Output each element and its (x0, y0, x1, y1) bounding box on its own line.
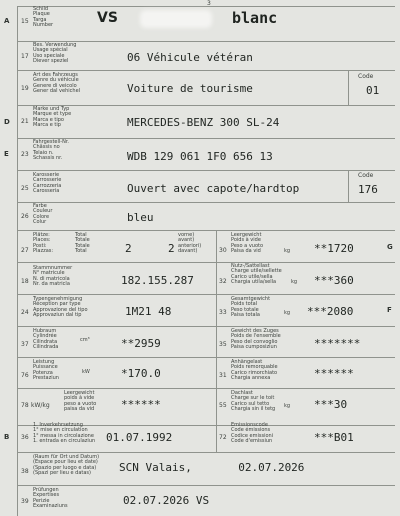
colour-value: bleu (127, 211, 154, 224)
empty-weight-label: Leergewicht Poids à vide Peso a vuoto Paisa da vid (231, 232, 264, 255)
seats-front-value: 2 (168, 242, 175, 255)
column-divider (216, 425, 217, 452)
rule (17, 6, 395, 7)
code-label: Code (358, 172, 374, 179)
unit: kW (82, 369, 90, 375)
marker-b: B (4, 433, 10, 441)
rule (17, 326, 395, 327)
power-weight-unit: kW/kg (31, 402, 50, 409)
power-label: Leistung Puissance Potenza Prestaziun (33, 359, 59, 382)
left-border (17, 6, 18, 516)
roof-load-label: Dachlast Charge sur le toit Carico sul tetto Chargia sin il tetg (231, 390, 276, 413)
power-weight-label: Leergewicht poids à vide peso a vuoto paisa da vid (64, 390, 97, 413)
power-weight-value: ****** (121, 398, 161, 411)
marker-a: A (4, 17, 10, 25)
type-approval-label: Typengenehmigung Réception par type Approvazione del tipo Approvaziun dal tip (33, 296, 88, 319)
rule (17, 388, 395, 389)
marker-g: G (387, 243, 393, 251)
field-num: 37 (21, 341, 29, 348)
displacement-label: Hubraum Cylindrée Cilindrata Cilindrada (33, 328, 59, 351)
inspection-label: Prüfungen Expertises Perizie Examinaziuns (33, 487, 68, 510)
unit: kg (284, 403, 291, 409)
power-value: *170.0 (121, 367, 161, 380)
rule (17, 138, 395, 139)
field-num: 78 (21, 402, 29, 409)
field-num: 35 (219, 341, 227, 348)
body-label: Karosserie Carrosserie Carrozzeria Carosseria (33, 172, 62, 195)
field-num: 21 (21, 118, 29, 125)
total-weight-value: ***2080 (307, 305, 354, 318)
total-weight-label: Gesamtgewicht Poids total Peso totale Paisa totala (231, 296, 271, 319)
field-num: 25 (21, 185, 29, 192)
emission-value: ***B01 (314, 431, 354, 444)
type-approval-value: 1M21 48 (125, 305, 172, 318)
field-num: 72 (219, 434, 227, 441)
rule (17, 452, 395, 453)
field-num: 36 (21, 434, 29, 441)
body-code: 176 (358, 183, 378, 196)
field-num: 19 (21, 85, 29, 92)
field-num: 33 (219, 309, 227, 316)
inspection-value: 02.07.2026 VS (123, 494, 210, 507)
chassis-value: WDB 129 061 1F0 656 13 (127, 150, 273, 163)
rule (17, 202, 395, 203)
rule (17, 357, 395, 358)
usage-value: 06 Véhicule vétéran (127, 51, 253, 64)
payload-label: Nutz-/Sattellast Charge utile/sellette Carico utile/sella Chargia utila/sella (231, 263, 282, 286)
train-weight-label: Gewicht des Zuges Poids de l'ensemble Peso del convoglio Paisa cumposiziun (231, 328, 281, 351)
colour-label: Farbe Couleur Colore Colur (33, 203, 53, 226)
rule (17, 262, 395, 263)
unit: kg (284, 310, 291, 316)
rule (348, 70, 349, 105)
emission-label: Emissionscode Code émissions Codice emissioni Code d'emissiun (231, 422, 274, 445)
rule (17, 105, 395, 106)
field-num: 31 (219, 372, 227, 379)
place-date-value: SCN Valais, 02.07.2026 (119, 461, 305, 474)
redacted-plate (140, 10, 212, 28)
towing-value: ****** (314, 367, 354, 380)
plate-label: Schild Plaque Targa Number (33, 6, 54, 29)
chassis-label: Fahrgestell-Nr. Châssis no Telaio n. Schassis nr. (33, 139, 70, 162)
field-num: 17 (21, 53, 29, 60)
plate-canton: VS (97, 10, 118, 26)
body-value: Ouvert avec capote/hardtop (127, 182, 300, 195)
code-label: Code (358, 73, 374, 80)
make-value: MERCEDES-BENZ 300 SL-24 (127, 116, 280, 129)
seats-front-label: vorne) avant) anteriori) davant) (178, 232, 202, 255)
colour-header: blanc (232, 9, 278, 27)
rule (17, 294, 395, 295)
vehicle-type-value: Voiture de tourisme (127, 82, 253, 95)
first-registration-value: 01.07.1992 (106, 431, 173, 444)
towing-label: Anhängelast Poids remorquable Carico rimorchiato Chargia annexa (231, 359, 278, 382)
first-registration-label: 1. Inverkehrsetzung 1° mise en circulation 1° messa in circolazione 1. entrada en circulaziun (33, 422, 96, 445)
seats-label: Plätze: Places: Posti: Plazzas: (33, 232, 54, 255)
seats-total-value: 2 (125, 242, 132, 255)
field-num: 38 (21, 468, 29, 475)
payload-value: ***360 (314, 274, 354, 287)
unit: kg (291, 279, 298, 285)
field-num: 18 (21, 278, 29, 285)
make-label: Marke und Typ Marque et type Marca e tipo Marca e tip (33, 106, 72, 129)
rule (17, 70, 395, 71)
marker-f: F (387, 306, 392, 314)
seats-total-label: Total Totale Totale Total (75, 232, 90, 255)
rule (17, 170, 395, 171)
column-divider (216, 230, 217, 425)
empty-weight-value: **1720 (314, 242, 354, 255)
field-num: 30 (219, 247, 227, 254)
page-number: 3 (207, 0, 211, 7)
roof-load-value: ***30 (314, 398, 348, 411)
marker-e: E (4, 150, 9, 158)
field-num: 26 (21, 213, 29, 220)
rule (17, 230, 395, 231)
field-num: 23 (21, 151, 29, 158)
place-date-label: (Raum für Ort und Datum) (Espace pour lieu et date) (Spazio per luogo e data) (Spazi per lieu e datas) (33, 454, 100, 477)
field-num: 24 (21, 309, 29, 316)
unit: kg (284, 248, 291, 254)
field-num: 15 (21, 18, 29, 25)
displacement-value: **2959 (121, 337, 161, 350)
field-num: 76 (21, 372, 29, 379)
marker-d: D (4, 118, 10, 126)
rule (17, 485, 395, 486)
matricule-value: 182.155.287 (121, 274, 194, 287)
unit: cm³ (80, 337, 90, 343)
field-num: 27 (21, 247, 29, 254)
matricule-label: Stammnummer N° matricule N. di matricola Nr. da matricla (33, 265, 73, 288)
vehicle-type-code: 01 (366, 84, 380, 97)
field-num: 39 (21, 498, 29, 505)
train-weight-value: ******* (314, 337, 361, 350)
field-num: 32 (219, 278, 227, 285)
usage-label: Bes. Verwendung Usage spécial Uso speciale Diever speziel (33, 42, 77, 65)
rule (348, 170, 349, 202)
vehicle-type-label: Art des Fahrzeugs Genre du véhicule Genere di veicolo Gener dal vehichel (33, 72, 81, 95)
field-num: 55 (219, 402, 227, 409)
